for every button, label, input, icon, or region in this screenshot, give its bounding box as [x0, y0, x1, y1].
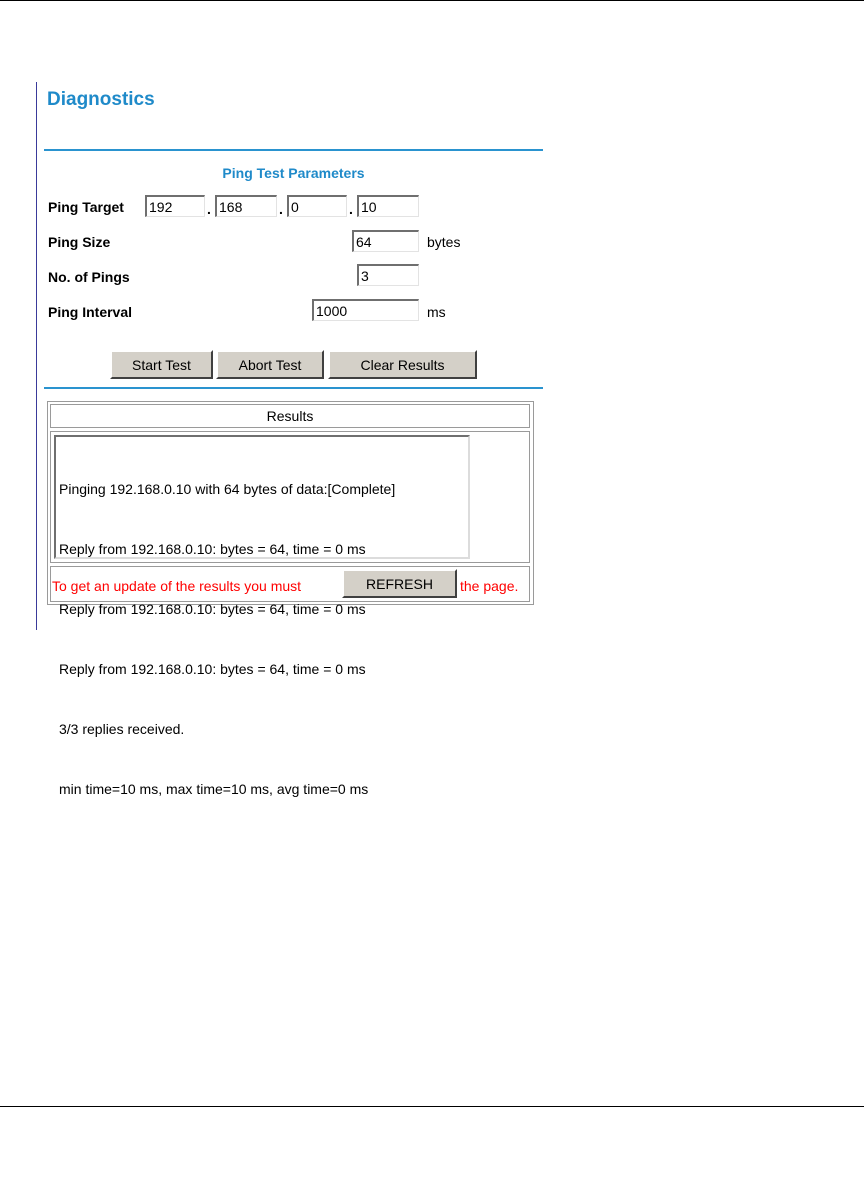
octet-separator-2: .	[279, 201, 283, 217]
result-line: 3/3 replies received.	[59, 721, 185, 737]
ping-interval-label: Ping Interval	[48, 304, 133, 320]
ping-target-octet-1[interactable]	[145, 195, 205, 217]
page-title: Diagnostics	[47, 89, 155, 110]
ping-count-input[interactable]	[357, 264, 419, 286]
start-test-button[interactable]: Start Test	[110, 350, 213, 379]
result-line: Pinging 192.168.0.10 with 64 bytes of data:[Complete]	[59, 481, 396, 497]
abort-test-button[interactable]: Abort Test	[216, 350, 324, 379]
section-divider-top	[44, 149, 543, 151]
ping-target-octet-2[interactable]	[215, 195, 277, 217]
page-top-rule	[0, 0, 864, 1]
result-line: min time=10 ms, max time=10 ms, avg time=0 ms	[59, 781, 369, 797]
refresh-suffix-text: the page.	[460, 578, 519, 594]
result-line: Reply from 192.168.0.10: bytes = 64, time = 0 ms	[59, 661, 366, 677]
results-header: Results	[50, 404, 530, 428]
ping-interval-unit: ms	[427, 304, 446, 320]
ping-size-unit: bytes	[427, 234, 461, 250]
ping-size-input[interactable]	[352, 230, 419, 252]
ping-count-label: No. of Pings	[48, 269, 130, 285]
result-line: Reply from 192.168.0.10: bytes = 64, time = 0 ms	[59, 601, 366, 617]
ping-target-octet-3[interactable]	[287, 195, 347, 217]
ping-size-label: Ping Size	[48, 234, 111, 250]
ping-target-label: Ping Target	[48, 199, 124, 215]
ping-params-heading: Ping Test Parameters	[222, 165, 365, 181]
ping-target-octet-4[interactable]	[357, 195, 419, 217]
ping-interval-input[interactable]	[312, 299, 419, 321]
page-bottom-rule	[0, 1106, 864, 1107]
section-divider-bottom	[44, 387, 543, 389]
clear-results-button[interactable]: Clear Results	[328, 350, 477, 379]
refresh-prefix-text: To get an update of the results you must	[52, 578, 302, 594]
result-line: Reply from 192.168.0.10: bytes = 64, time = 0 ms	[59, 541, 366, 557]
octet-separator-3: .	[349, 201, 353, 217]
content-left-border	[36, 82, 37, 630]
refresh-button[interactable]: REFRESH	[342, 569, 457, 598]
octet-separator-1: .	[207, 201, 211, 217]
